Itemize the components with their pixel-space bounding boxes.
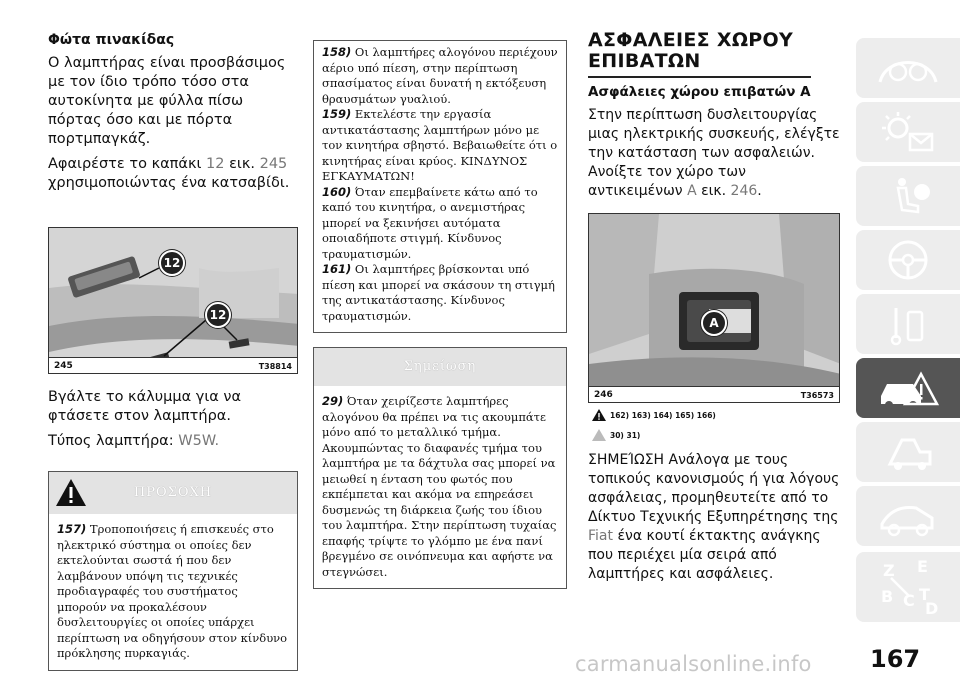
warning-title: ΠΡΟΣΟΧΗ xyxy=(133,485,213,500)
note-text: 29) Όταν χειρίζεστε λαμπτήρες αλογόνου θα πρέπει να τις ακουμπάτε μόνο από το μεταλλικό τμήμα. Ακουμπώντας το διαφανές τμήμα του λαμπτήρα με τα δάχτυλα σας μπορεί να μειωθεί η ένταση του φωτός που εκπέμπεται και ακόμα να επηρεάσει δυσμενώς τη διάρκεια ζωής του ίδιου του λαμπτήρα. Στην περίπτωση τυχαίας επαφής τρίψτε το γλόμπο με ένα πανί βρεγμένο σε οινόπνευμα και αφήστε να στεγνώσει. xyxy=(322,394,557,579)
svg-text:D: D xyxy=(925,599,939,618)
paragraph: ΣΗΜΕΊΩΣΗ Ανάλογα με τους τοπικούς κανονισμούς ή για λόγους ασφάλειας, προμηθευτείτε από το Δίκτυο Τεχνικής Εξυπηρέτησης της Fiat ένα κουτί έκτακτης ανάγκης που περιέχει μία σειρά από λαμπτήρες και ασφάλειες. xyxy=(588,452,840,582)
warning-item-160: 160) Όταν επεμβαίνετε κάτω από το καπό του κινητήρα, ο ανεμιστήρας μπορεί να ξεκινήσει αυτόματα οποιαδήποτε στιγμή. Κίνδυνος τραυματισμών. xyxy=(322,184,538,261)
chapter-tab-safety[interactable] xyxy=(856,166,960,226)
callout-12-bottom: 12 xyxy=(205,302,231,328)
chapter-tab-driving[interactable] xyxy=(856,230,960,290)
column-3 xyxy=(588,0,840,584)
tools-icon xyxy=(876,302,940,346)
warning-triangle-icon xyxy=(592,409,606,421)
warning-item-159: 159) Εκτελέστε την εργασία αντικατάστασης λαμπτήρων μόνο με τον κινητήρα σβηστό. Βεβαιωθείτε ότι ο κινητήρας είναι κρύος. ΚΙΝΔΥΝΟΣ ΕΓΚΑΥΜΑΤΩΝ! xyxy=(322,107,558,183)
warning-references: 162) 163) 164) 165) 166) xyxy=(592,409,840,421)
chapter-tab-maintenance[interactable] xyxy=(856,422,960,482)
svg-text:E: E xyxy=(917,557,928,576)
chapter-tab-emergency[interactable] xyxy=(856,358,960,418)
index-letters-icon xyxy=(873,556,943,618)
figure-code: T38814 xyxy=(258,362,292,371)
figure-245 xyxy=(48,227,298,374)
note-icon xyxy=(592,429,606,441)
fuse-box-illustration xyxy=(589,214,840,403)
warning-lights-icon xyxy=(876,110,940,154)
chapter-tab-index[interactable] xyxy=(856,552,960,622)
airbag-seat-icon xyxy=(876,174,940,218)
subheading-fuses: Ασφάλειες χώρου επιβατών A xyxy=(588,84,811,100)
section-rule xyxy=(588,76,811,78)
warning-text: 157) Τροποποιήσεις ή επισκευές στο ηλεκτρικό σύστημα οι οποίες δεν εκτελούνται σωστά ή που δεν λαμβάνουν υπόψη τις τεχνικές προδιαγραφές του συστήματος μπορούν να προκαλέσουν δυσλειτουργίες οι οποίες υπάρχει περίπτωση να οδηγήσουν στον κίνδυνο πρόκλησης πυρκαγιάς. xyxy=(57,522,288,660)
figure-number: 245 xyxy=(54,361,73,371)
note-title: Σημείωση xyxy=(403,359,477,374)
emergency-car-icon xyxy=(873,364,943,412)
page-number: 167 xyxy=(870,645,921,673)
paragraph: Βγάλτε το κάλυμμα για να φτάσετε στον λαμπτήρα. xyxy=(48,389,242,424)
chapter-tab-dashboard[interactable] xyxy=(856,38,960,98)
warning-item-158: 158) Οι λαμπτήρες αλογόνου περιέχουν αέριο υπό πίεση, στην περίπτωση σπασίματος είναι δυνατή η εκτόξευση θραυσμάτων γυαλιού. xyxy=(322,45,558,106)
chapter-tab-tools[interactable] xyxy=(856,294,960,354)
note-header xyxy=(314,348,566,386)
svg-text:Z: Z xyxy=(883,561,895,580)
callout-12-top: 12 xyxy=(159,250,185,276)
dashboard-icon xyxy=(876,48,940,88)
paragraph: Στην περίπτωση δυσλειτουργίας μιας ηλεκτρικής συσκευής, ελέγξτε την κατάσταση των ασφαλειών. Ανοίξτε τον χώρο των αντικειμένων A εικ. 246. xyxy=(588,107,840,199)
warning-box xyxy=(48,471,298,671)
figure-code: T36573 xyxy=(800,391,834,400)
watermark: carmanualsonline.info xyxy=(575,652,812,676)
section-heading-license-plate: Φώτα πινακίδας xyxy=(48,32,175,48)
chapter-tab-specifications[interactable] xyxy=(856,486,960,546)
warning-triangle-icon xyxy=(55,478,87,507)
svg-text:C: C xyxy=(903,591,915,610)
warning-header xyxy=(49,472,297,514)
note-references: 30) 31) xyxy=(592,429,840,441)
paragraph: Τύπος λαμπτήρα: W5W. xyxy=(48,433,220,449)
figure-246 xyxy=(588,213,840,403)
section-title: ΑΣΦΑΛΕΙΕΣ ΧΩΡΟΥ ΕΠΙΒΑΤΩΝ xyxy=(588,29,794,72)
svg-text:B: B xyxy=(881,587,894,606)
paragraph: Ο λαμπτήρας είναι προσβάσιμος με τον ίδιο τρόπο τόσο στα αυτοκίνητα με φύλλα πίσω πόρτας όσο και με πόρτα πορτμπαγκάζ. xyxy=(48,55,286,147)
warning-item-161: 161) Οι λαμπτήρες βρίσκονται υπό πίεση και μπορεί να σκάσουν τη στιγμή της αντικατάστασης. Κίνδυνος τραυματισμών. xyxy=(322,262,555,323)
note-box xyxy=(313,347,567,589)
column-1 xyxy=(48,0,298,671)
chapter-tab-lights-messages[interactable] xyxy=(856,102,960,162)
warning-continuation-box xyxy=(313,40,567,333)
callout-a: A xyxy=(701,310,727,336)
column-2 xyxy=(313,40,567,589)
paragraph: Αφαιρέστε το καπάκι 12 εικ. 245 χρησιμοποιώντας ένα κατσαβίδι. xyxy=(48,156,290,191)
steering-wheel-icon xyxy=(876,238,940,282)
figure-number: 246 xyxy=(594,390,613,400)
specifications-icon xyxy=(876,494,940,538)
svg-text:T: T xyxy=(919,585,930,604)
maintenance-icon xyxy=(876,430,940,474)
